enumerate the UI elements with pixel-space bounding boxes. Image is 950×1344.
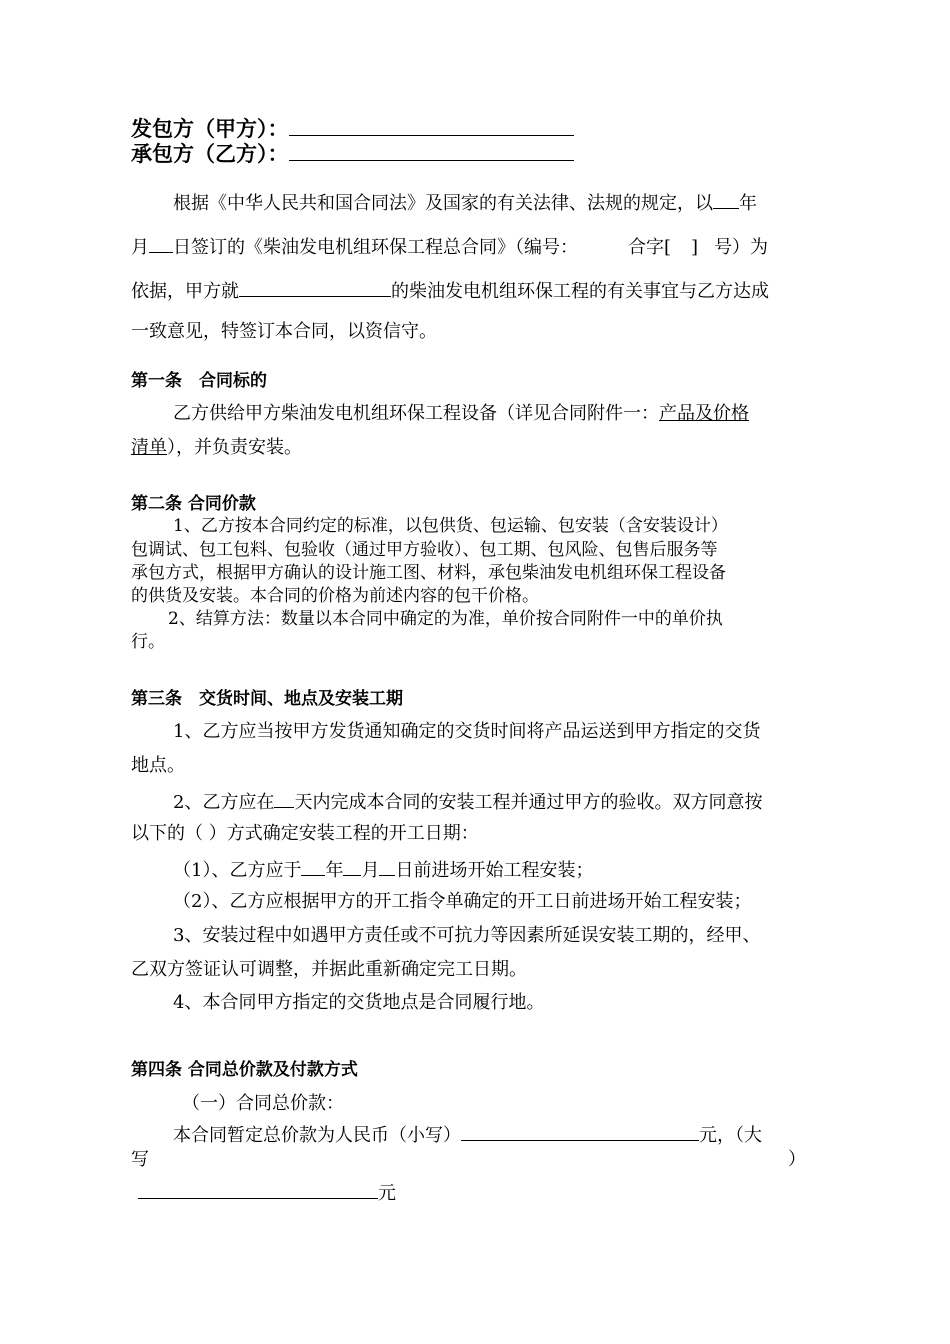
article-3-line-7: 3、安装过程中如遇甲方责任或不可抗力等因素所延误安装工期的，经甲、	[173, 925, 761, 946]
article-2-line-5: 2、结算方法：数量以本合同中确定的为准，单价按合同附件一中的单价执	[168, 609, 723, 629]
article-3-line-5	[173, 857, 593, 882]
article-3-line-2: 地点。	[131, 755, 185, 776]
article-3-title: 第三条 交货时间、地点及安装工期	[131, 689, 403, 709]
intro-line-3	[131, 278, 769, 303]
article-4-title: 第四条 合同总价款及付款方式	[131, 1060, 358, 1080]
article-4-line-3-right: ）	[788, 1149, 806, 1170]
article-4-text: 元，（大	[699, 1125, 762, 1146]
intro-project-blank[interactable]	[239, 278, 391, 297]
article-2-line-4: 的供货及安装。本合同的价格为前述内容的包干价格。	[131, 586, 539, 606]
intro-text: 根据《中华人民共和国合同法》及国家的有关法律、法规的规定，以	[173, 193, 713, 214]
article-3-text: 月	[361, 860, 380, 881]
article-3-text: 天内完成本合同的安装工程并通过甲方的验收。双方同意按	[294, 792, 763, 813]
party-a-blank[interactable]	[289, 117, 574, 136]
article-2-line-6: 行。	[131, 632, 165, 652]
intro-line-2	[131, 234, 768, 259]
intro-line-1	[173, 190, 757, 215]
article-3-text: 年	[325, 860, 344, 881]
intro-text: 号）为	[714, 237, 769, 258]
article-1-line-1	[173, 403, 749, 425]
intro-text: 年	[739, 193, 757, 214]
article-3-line-8: 乙双方签证认可调整，并据此重新确定完工日期。	[131, 959, 527, 980]
article-4-line-1: （一）合同总价款：	[182, 1093, 344, 1114]
article-4-line-3-left: 写	[131, 1149, 149, 1170]
intro-text: 的柴油发电机组环保工程的有关事宜与乙方达成	[391, 281, 769, 302]
article-2-line-2: 包调试、包工包料、包验收（通过甲方验收）、包工期、包风险、包售后服务等	[131, 540, 718, 560]
article-4-line-2	[173, 1122, 762, 1147]
party-b-label: 承包方（乙方）：	[131, 142, 289, 166]
attachment-link[interactable]: 清单	[131, 437, 167, 458]
party-b-blank[interactable]	[289, 142, 574, 161]
article-3-line-4: 以下的（ ）方式确定安装工程的开工日期：	[131, 823, 479, 844]
intro-month-blank[interactable]	[149, 234, 173, 253]
total-price-words-blank[interactable]	[138, 1180, 378, 1199]
article-3-line-3	[173, 789, 762, 814]
article-2-line-1: 1、乙方按本合同约定的标准，以包供货、包运输、包安装（含安装设计）	[173, 516, 728, 536]
article-1-text: ），并负责安装。	[167, 437, 302, 458]
article-3-text: 日前进场开始工程安装；	[395, 860, 594, 881]
start-day-blank[interactable]	[379, 857, 395, 876]
intro-line-4: 一致意见，特签订本合同，以资信守。	[131, 321, 437, 342]
start-month-blank[interactable]	[343, 857, 361, 876]
intro-text: 月	[131, 237, 149, 258]
intro-text: 日签订的《柴油发电机组环保工程总合同》（编号：	[173, 237, 578, 258]
attachment-link[interactable]: 产品及价格	[659, 403, 749, 424]
article-1-line-2	[131, 437, 302, 459]
article-1-title: 第一条 合同标的	[131, 371, 267, 391]
intro-text: 依据，甲方就	[131, 281, 239, 302]
party-b-line	[131, 142, 574, 166]
intro-text: 合字[	[628, 237, 672, 258]
article-4-line-4	[138, 1180, 396, 1205]
article-3-line-9: 4、本合同甲方指定的交货地点是合同履行地。	[173, 992, 545, 1013]
start-year-blank[interactable]	[301, 857, 325, 876]
party-a-label: 发包方（甲方）：	[131, 117, 289, 141]
article-4-text: 元	[378, 1183, 396, 1204]
intro-year-blank[interactable]	[713, 190, 739, 209]
article-3-text: （1）、乙方应于	[173, 860, 302, 881]
total-price-numeric-blank[interactable]	[461, 1122, 699, 1141]
article-1-text: 乙方供给甲方柴油发电机组环保工程设备（详见合同附件一：	[173, 403, 659, 424]
article-2-line-3: 承包方式，根据甲方确认的设计施工图、材料，承包柴油发电机组环保工程设备	[131, 563, 726, 583]
party-a-line	[131, 117, 574, 141]
article-4-text: 本合同暂定总价款为人民币（小写）	[173, 1125, 461, 1146]
article-3-line-1: 1、乙方应当按甲方发货通知确定的交货时间将产品运送到甲方指定的交货	[173, 721, 761, 742]
intro-text: ]	[691, 237, 699, 258]
article-2-title: 第二条 合同价款	[131, 494, 256, 514]
article-3-text: 2、乙方应在	[173, 792, 275, 813]
article-3-line-6: （2）、乙方应根据甲方的开工指令单确定的开工日前进场开始工程安装；	[173, 891, 752, 912]
install-days-blank[interactable]	[274, 789, 294, 808]
